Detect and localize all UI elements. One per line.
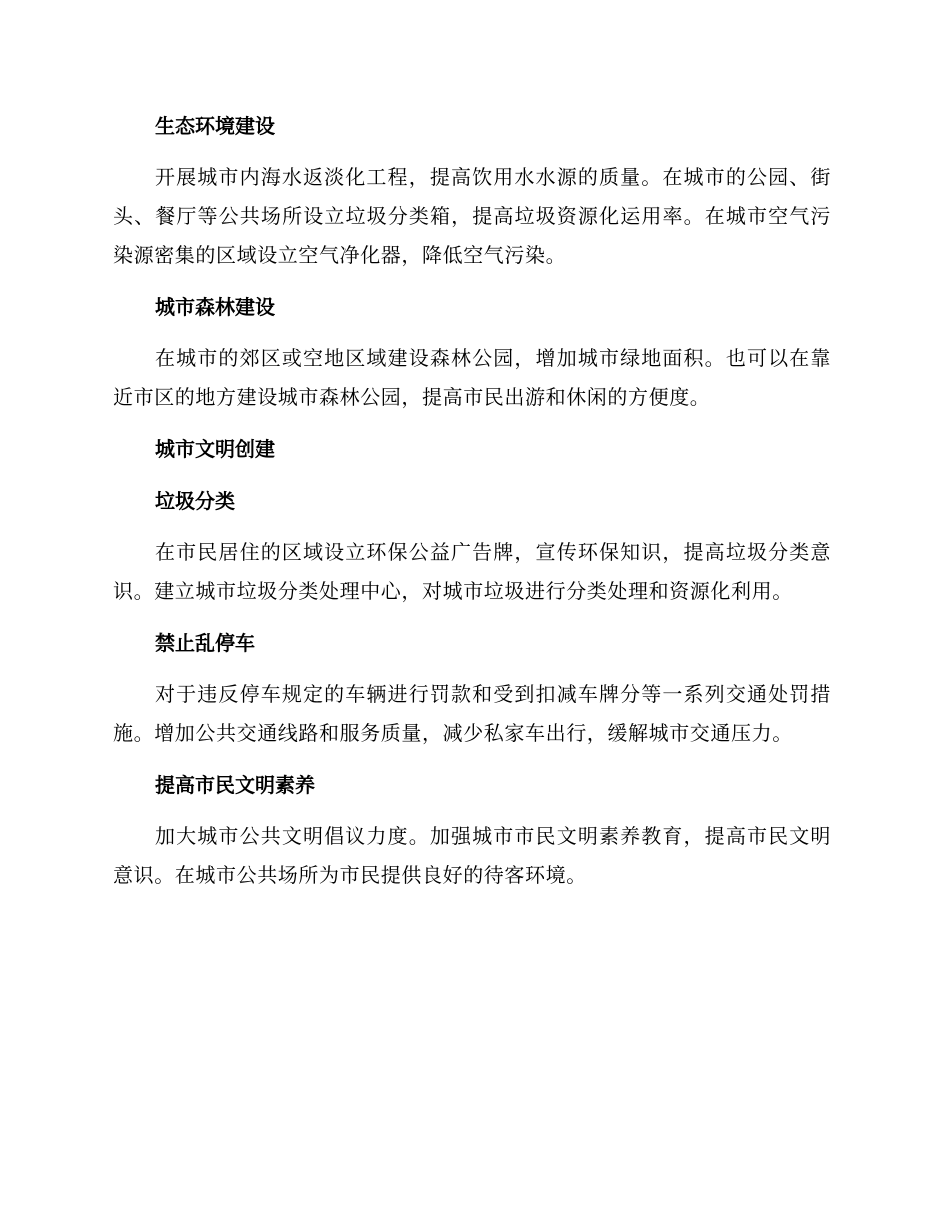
section-paragraph-civic-literacy: 加大城市公共文明倡议力度。加强城市市民文明素养教育，提高市民文明意识。在城市公共场所为市民提供良好的待客环境。 xyxy=(113,824,831,887)
section-heading-civilization: 城市文明创建 xyxy=(155,437,275,461)
section-paragraph-parking: 对于违反停车规定的车辆进行罚款和受到扣减车牌分等一系列交通处罚措施。增加公共交通线路和服务质量，减少私家车出行，缓解城市交通压力。 xyxy=(113,682,831,745)
section-heading-garbage-sorting: 垃圾分类 xyxy=(155,489,235,513)
section-heading-civic-literacy: 提高市民文明素养 xyxy=(155,773,315,797)
section-heading-parking: 禁止乱停车 xyxy=(155,631,255,655)
section-heading-urban-forest: 城市森林建设 xyxy=(155,295,275,319)
section-paragraph-ecology: 开展城市内海水返淡化工程，提高饮用水水源的质量。在城市的公园、街头、餐厅等公共场所设立垃圾分类箱，提高垃圾资源化运用率。在城市空气污染源密集的区域设立空气净化器，降低空气污染。 xyxy=(113,165,831,267)
section-paragraph-garbage-sorting: 在市民居住的区域设立环保公益广告牌，宣传环保知识，提高垃圾分类意识。建立城市垃圾分类处理中心，对城市垃圾进行分类处理和资源化利用。 xyxy=(113,540,831,603)
section-paragraph-urban-forest: 在城市的郊区或空地区域建设森林公园，增加城市绿地面积。也可以在靠近市区的地方建设城市森林公园，提高市民出游和休闲的方便度。 xyxy=(113,346,831,409)
document-body xyxy=(113,106,831,907)
section-heading-ecology: 生态环境建设 xyxy=(155,114,275,138)
